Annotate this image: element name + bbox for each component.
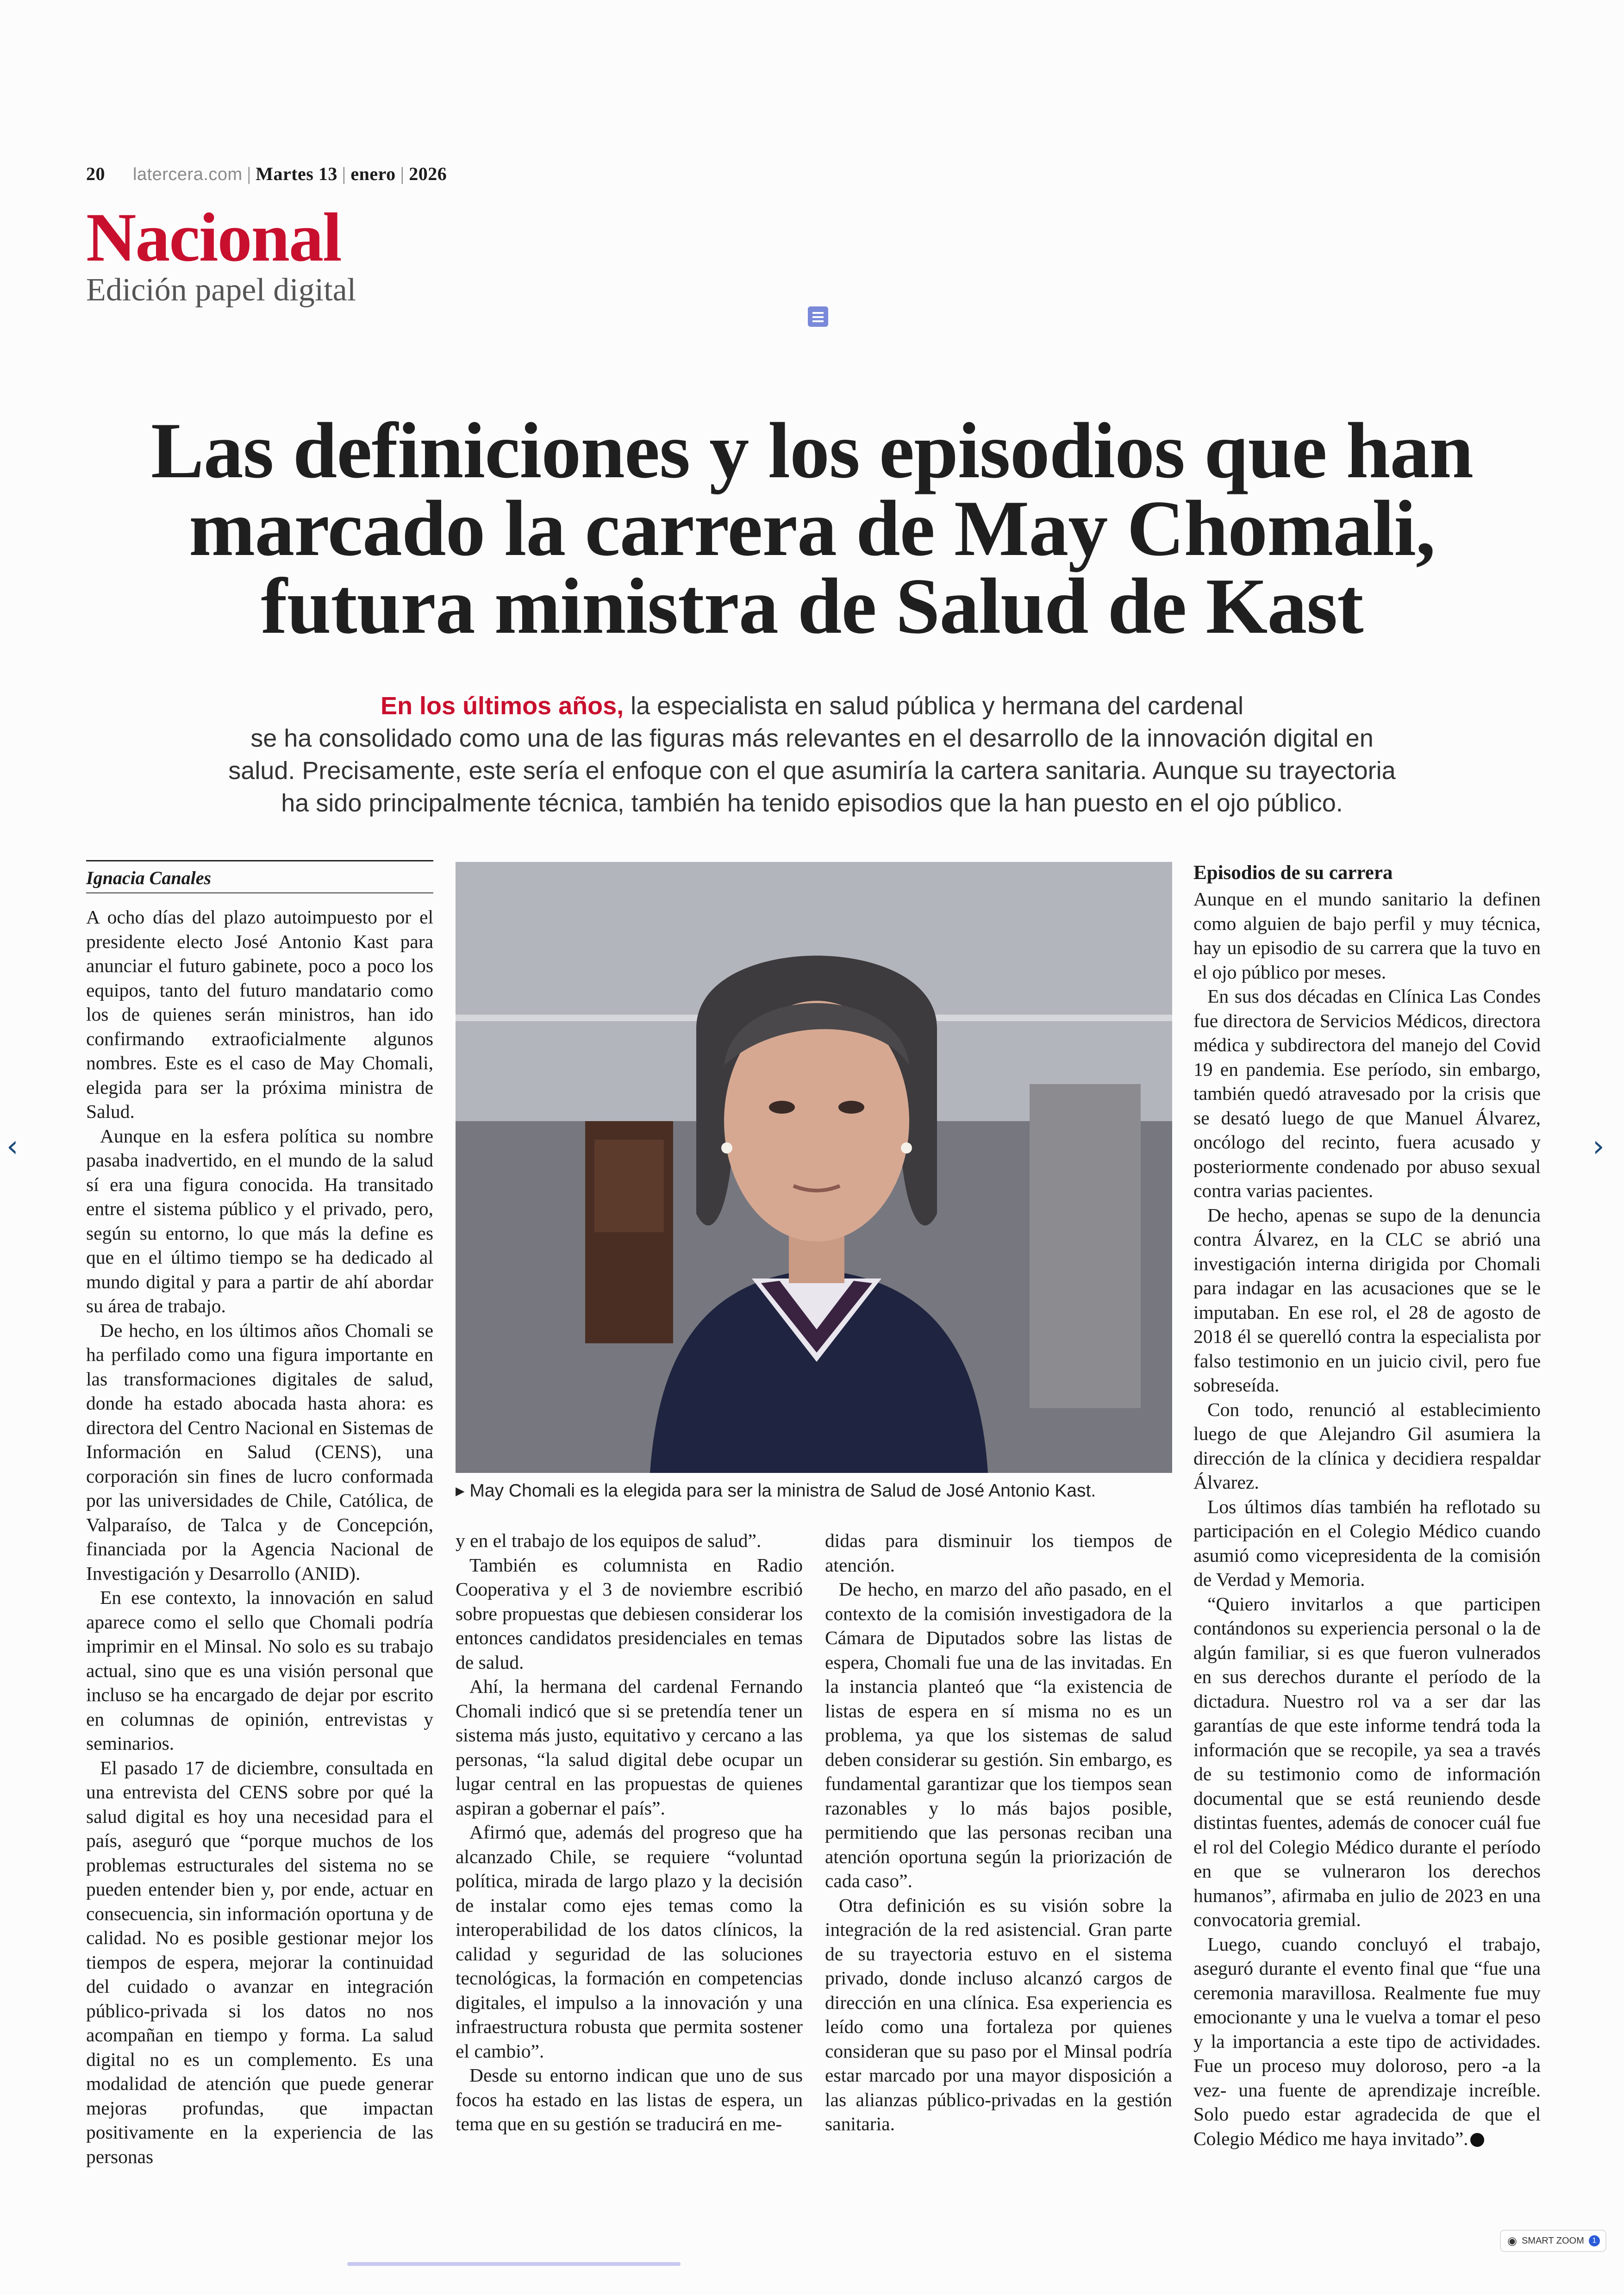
section-title: Nacional (86, 199, 341, 276)
headline-line: marcado la carrera de May Chomali, (189, 485, 1435, 573)
folio-line: 20 latercera.com | Martes 13 | enero | 2026 (86, 163, 447, 184)
chevron-left-icon[interactable]: ‹ (6, 1129, 19, 1164)
page-progress-bar[interactable] (347, 2262, 681, 2266)
paragraph: “Quiero invitarlos a que participen contándonos su experiencia personal o la de algún familiar, si es que fueron vulnerados en sus derechos durante el período de la dictadura. Nuestro rol va a ser dar las garantías de que este informe tendrá toda la información que se recopile, ya sea a través de su testimonio como de información documental que se está reuniendo desde distintas fuentes, además de conocer cuál fue el rol del Colegio Médico durante el período en que se vulneraron los derechos humanos”, afirmaba en julio de 2023 en una convocatoria gremial. (1193, 1593, 1541, 1930)
smart-zoom-label: SMART ZOOM (1521, 2235, 1584, 2246)
edition-label: Edición papel digital (86, 272, 356, 308)
site-name: latercera.com (133, 165, 243, 184)
subheading: Episodios de su carrera (1193, 862, 1393, 884)
paragraph: Luego, cuando concluyó el trabajo, aseguró durante el evento final que “fue una ceremonia maravillosa. Realmente fue muy emocionante y una le vuelva a tomar el peso y la importancia a este tipo de actividades. Fue un proceso muy doloroso, pero -a la vez- una fuente de aprendizaje increíble. Solo puedo estar agradecida de que el Colegio Médico me haya invitado”. (1193, 1933, 1541, 2149)
date-year: 2026 (409, 163, 447, 184)
paragraph: Otra definición es su visión sobre la integración de la red asistencial. Gran parte de su trayectoria estuvo en el sistema privado, donde incluso alcanzó cargos de dirección en una clínica. Esa experiencia es leído como una fortaleza por quienes consideran que su paso por el Minsal podría estar marcado por una mayor disposición a las alianzas público-privadas en la gestión sanitaria. (825, 1894, 1172, 2134)
paragraph: Aunque en la esfera política su nombre pasaba inadvertido, en el mundo de la salud sí era una figura conocida. Ha transitado entre el sistema público y el privado, pero, según su entorno, lo que más la define es que en el último tiempo se ha dedicado al mundo digital y para a partir de ahí abordar su área de trabajo. (86, 1125, 433, 1316)
paragraph: y en el trabajo de los equipos de salud”. (456, 1530, 762, 1551)
portrait-illustration (456, 862, 1172, 1473)
paragraph-with-end (1193, 1932, 1541, 2151)
date-month: enero (350, 163, 396, 184)
headline-line: Las definiciones y los episodios que han (150, 407, 1474, 495)
photo-caption: ▸ May Chomali es la elegida para ser la ministra de Salud de José Antonio Kast. (456, 1481, 1096, 1501)
paragraph: El pasado 17 de diciembre, consultada en una entrevista del CENS sobre por qué la salud digital es hoy una necesidad para el país, aseguró que “porque muchos de los problemas estructurales del sistema no se pueden entender bien y, por ende, actuar en consecuencia, sin información oportuna y de calidad. No es posible gestionar mejor los tiempos de espera, mejorar la continuidad del cuidado o avanzar en integración público-privada si los datos no nos acompañan en tiempo y forma. La salud digital no es un complemento. Es una modalidad de atención que puede generar mejoras profundas, que impactan positivamente en la experiencia de las personas (86, 1757, 433, 2167)
paragraph: De hecho, en los últimos años Chomali se ha perfilado como una figura importante en las transformaciones digitales de salud, donde ha estado abocada hasta ahora: es directora del Centro Nacional en Sistemas de Información en Salud (CENS), una corporación sin fines de lucro conformada por las universidades de Chile, Católica, de Valparaíso, de Talca y de Concepción, financiada por la Agencia Nacional de Investigación y Desarrollo (ANID). (86, 1319, 433, 1584)
lede-text: ha sido principalmente técnica, también ha tenido episodios que la han puesto en el ojo público. (281, 789, 1343, 817)
paragraph: De hecho, en marzo del año pasado, en el contexto de la comisión investigadora de la Cámara de Diputados sobre las listas de espera, Chomali fue una de las invitadas. En la instancia planteó que “la existencia de listas de espera en sí misma no es un problema, ya que los sistemas de salud deben considerar su gestión. Sin embargo, es fundamental garantizar que los tiempos sean razonables y lo más bajos posible, permitiendo que las personas reciban una atención oportuna según la priorización de cada caso”. (825, 1578, 1172, 1891)
paragraph: También es columnista en Radio Cooperativa y el 3 de noviembre escribió sobre propuestas que debiesen considerar los entonces candidatos presidenciales en temas de salud. (456, 1554, 803, 1673)
paragraph: Los últimos días también ha reflotado su participación en el Colegio Médico cuando asumió como vicepresidenta de la comisión de Verdad y Memoria. (1193, 1496, 1541, 1590)
lede-text: salud. Precisamente, este sería el enfoque con el que asumiría la cartera sanitaria. Aunque su trayectoria (228, 757, 1396, 785)
paragraph: Afirmó que, además del progreso que ha alcanzado Chile, se requiere “voluntad política, mirada de largo plazo y la decisión de instalar como ejes temas como la interoperabilidad de los datos clínicos, la calidad y seguridad de las soluciones tecnológicas, la formación en competencias digitales, el impulso a la innovación y una infraestructura robusta que permita sostener el cambio”. (456, 1821, 803, 2062)
headline-line: futura ministra de Salud de Kast (261, 562, 1363, 650)
eye-icon: ◉ (1507, 2234, 1517, 2247)
article-column-3 (825, 1528, 1172, 2136)
paragraph: Ahí, la hermana del cardenal Fernando Chomali indicó que si se pretendía tener un sistema más justo, equitativo y cercano a las personas, “la salud digital debe ocupar un lugar central en las propuestas de quienes aspiran a gobernar el país”. (456, 1676, 803, 1819)
paragraph: Desde su entorno indican que uno de sus focos ha estado en las listas de espera, un tema que en su gestión se traducirá en me- (456, 2064, 803, 2134)
chevron-right-icon[interactable]: › (1593, 1129, 1605, 1164)
note-icon[interactable] (808, 306, 828, 327)
lede-kicker: En los últimos años, (381, 692, 624, 720)
headline (69, 407, 1555, 650)
byline-rule (86, 892, 433, 893)
article-column-1 (86, 905, 433, 2169)
page-number: 20 (86, 163, 105, 184)
end-mark-icon (1470, 2133, 1484, 2147)
paragraph: En ese contexto, la innovación en salud aparece como el sello que Chomali podría imprimir en el Minsal. No solo es su trabajo actual, sino que es una visión personal que incluso se ha encargado de dejar por escrito en columnas de opinión, entrevistas y seminarios. (86, 1587, 433, 1754)
paragraph: A ocho días del plazo autoimpuesto por el presidente electo José Antonio Kast para anunciar el futuro gabinete, poco a poco los equipos, tanto del futuro mandatario como los de quienes serán ministros, han ido confirmando extraoficialmente algunos nombres. Este es el caso de May Chomali, elegida para ser la próxima ministra de Salud. (86, 906, 433, 1122)
paragraph: Con todo, renunció al establecimiento luego de que Alejandro Gil asumiera la dirección de la clínica y decidiera respaldar Álvarez. (1193, 1398, 1541, 1493)
date-day: Martes 13 (256, 163, 337, 184)
paragraph: De hecho, apenas se supo de la denuncia contra Álvarez, en la CLC se abrió una investigación interna dirigida por Chomali para indagar en las acusaciones que se le imputaban. En ese rol, el 28 de agosto de 2018 él se querelló contra la especialista por falso testimonio en un juicio civil, pero fue sobreseída. (1193, 1204, 1541, 1396)
article-column-2 (456, 1528, 803, 2136)
paragraph: En sus dos décadas en Clínica Las Condes fue directora de Servicios Médicos, directora médica y subdirectora del manejo del Covid 19 en pandemia. Ese período, sin embargo, también quedó atravesado por la crisis que se desató luego de que Manuel Álvarez, oncólogo del recinto, fuera acusado y posteriormente condenado por abuso sexual contra varias pacientes. (1193, 985, 1541, 1201)
byline-rule (86, 860, 433, 861)
lede-text: la especialista en salud pública y hermana del cardenal (624, 692, 1243, 720)
smart-zoom-count: 1 (1589, 2235, 1600, 2246)
article-column-4 (1193, 861, 1541, 2151)
byline: Ignacia Canales (86, 867, 212, 888)
portrait-photo (456, 862, 1172, 1473)
lede-text: se ha consolidado como una de las figuras más relevantes en el desarrollo de la innovación digital en (250, 724, 1374, 752)
smart-zoom-button[interactable] (1500, 2230, 1606, 2252)
paragraph: didas para disminuir los tiempos de atención. (825, 1530, 1172, 1576)
paragraph: Aunque en el mundo sanitario la definen como alguien de bajo perfil y muy técnica, hay un episodio de su carrera que la tuvo en el ojo público por meses. (1193, 888, 1541, 983)
lede (176, 690, 1448, 819)
